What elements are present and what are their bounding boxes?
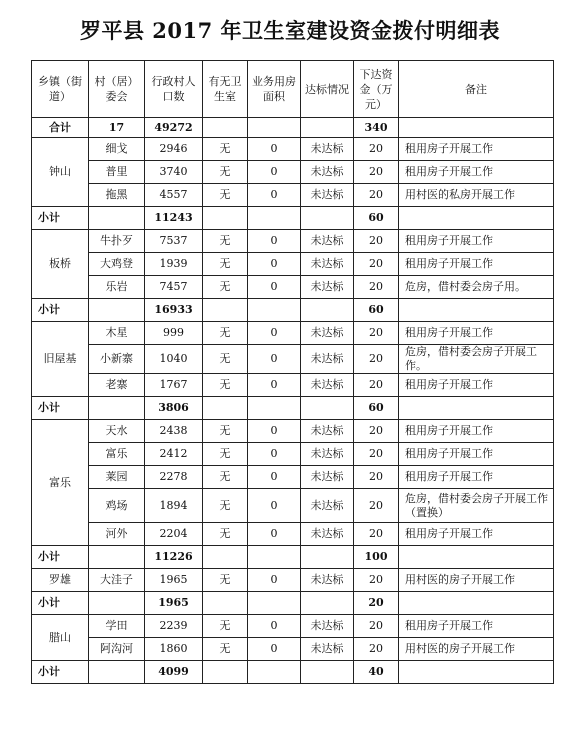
note-cell: 租用房子开展工作 (399, 466, 554, 489)
status-cell: 未达标 (301, 230, 354, 253)
subtotal-funds: 20 (354, 592, 399, 615)
status-cell: 未达标 (301, 345, 354, 374)
note-cell: 租用房子开展工作 (399, 420, 554, 443)
empty-cell (248, 397, 301, 420)
status-cell: 未达标 (301, 374, 354, 397)
empty-cell (399, 661, 554, 684)
empty-cell (203, 118, 248, 138)
subtotal-population: 4099 (145, 661, 203, 684)
town-cell: 板桥 (32, 230, 89, 299)
status-cell: 未达标 (301, 253, 354, 276)
note-cell: 用村医的房子开展工作 (399, 569, 554, 592)
population-cell: 1894 (145, 489, 203, 523)
header-cell: 业务用房面积 (248, 61, 301, 118)
population-cell: 2412 (145, 443, 203, 466)
area-cell: 0 (248, 138, 301, 161)
village-cell: 大洼子 (89, 569, 145, 592)
empty-cell (301, 546, 354, 569)
clinic-cell: 无 (203, 230, 248, 253)
area-cell: 0 (248, 420, 301, 443)
empty-cell (203, 546, 248, 569)
empty-cell (89, 592, 145, 615)
village-cell: 河外 (89, 523, 145, 546)
funds-cell: 20 (354, 345, 399, 374)
empty-cell (248, 118, 301, 138)
empty-cell (89, 207, 145, 230)
area-cell: 0 (248, 374, 301, 397)
subtotal-row (32, 207, 554, 230)
subtotal-label: 小计 (32, 592, 89, 615)
area-cell: 0 (248, 615, 301, 638)
table-row (32, 420, 554, 443)
subtotal-population: 3806 (145, 397, 203, 420)
clinic-cell: 无 (203, 466, 248, 489)
table-row (32, 443, 554, 466)
subtotal-row (32, 661, 554, 684)
empty-cell (248, 661, 301, 684)
empty-cell (203, 397, 248, 420)
table-row (32, 638, 554, 661)
funds-cell: 20 (354, 523, 399, 546)
funds-cell: 20 (354, 161, 399, 184)
empty-cell (399, 118, 554, 138)
area-cell: 0 (248, 523, 301, 546)
population-cell: 2204 (145, 523, 203, 546)
village-cell: 莱园 (89, 466, 145, 489)
population-cell: 2239 (145, 615, 203, 638)
village-cell: 鸡场 (89, 489, 145, 523)
village-cell: 小新寨 (89, 345, 145, 374)
table-row (32, 161, 554, 184)
status-cell: 未达标 (301, 322, 354, 345)
town-cell: 钟山 (32, 138, 89, 207)
village-cell: 牛扑歹 (89, 230, 145, 253)
table-row (32, 523, 554, 546)
village-cell: 富乐 (89, 443, 145, 466)
clinic-cell: 无 (203, 253, 248, 276)
subtotal-row (32, 592, 554, 615)
clinic-cell: 无 (203, 523, 248, 546)
clinic-cell: 无 (203, 374, 248, 397)
town-cell: 富乐 (32, 420, 89, 546)
area-cell: 0 (248, 230, 301, 253)
note-cell: 危房，借村委会房子开展工作。 (399, 345, 554, 374)
area-cell: 0 (248, 466, 301, 489)
note-cell: 租用房子开展工作 (399, 615, 554, 638)
empty-cell (301, 397, 354, 420)
table-row (32, 615, 554, 638)
clinic-cell: 无 (203, 569, 248, 592)
population-cell: 2278 (145, 466, 203, 489)
total-label: 合计 (32, 118, 89, 138)
table-row (32, 253, 554, 276)
status-cell: 未达标 (301, 466, 354, 489)
subtotal-funds: 60 (354, 299, 399, 322)
empty-cell (399, 299, 554, 322)
empty-cell (248, 592, 301, 615)
funds-cell: 20 (354, 638, 399, 661)
empty-cell (301, 118, 354, 138)
note-cell: 租用房子开展工作 (399, 443, 554, 466)
subtotal-label: 小计 (32, 661, 89, 684)
header-row (32, 61, 554, 118)
population-cell: 2438 (145, 420, 203, 443)
empty-cell (399, 546, 554, 569)
empty-cell (399, 207, 554, 230)
note-cell: 租用房子开展工作 (399, 253, 554, 276)
funds-cell: 20 (354, 466, 399, 489)
empty-cell (203, 299, 248, 322)
area-cell: 0 (248, 345, 301, 374)
note-cell: 租用房子开展工作 (399, 374, 554, 397)
empty-cell (399, 397, 554, 420)
subtotal-funds: 60 (354, 207, 399, 230)
header-cell: 乡镇（街道） (32, 61, 89, 118)
area-cell: 0 (248, 489, 301, 523)
table-row (32, 345, 554, 374)
total-villages: 17 (89, 118, 145, 138)
clinic-cell: 无 (203, 345, 248, 374)
population-cell: 1860 (145, 638, 203, 661)
population-cell: 1965 (145, 569, 203, 592)
note-cell: 租用房子开展工作 (399, 322, 554, 345)
village-cell: 大鸡登 (89, 253, 145, 276)
empty-cell (248, 207, 301, 230)
header-cell: 下达资金（万元） (354, 61, 399, 118)
clinic-cell: 无 (203, 322, 248, 345)
funds-cell: 20 (354, 374, 399, 397)
village-cell: 拖黑 (89, 184, 145, 207)
area-cell: 0 (248, 569, 301, 592)
empty-cell (203, 207, 248, 230)
funds-cell: 20 (354, 489, 399, 523)
status-cell: 未达标 (301, 443, 354, 466)
status-cell: 未达标 (301, 489, 354, 523)
empty-cell (203, 592, 248, 615)
population-cell: 1767 (145, 374, 203, 397)
village-cell: 天水 (89, 420, 145, 443)
village-cell: 老寨 (89, 374, 145, 397)
subtotal-label: 小计 (32, 397, 89, 420)
table-row (32, 230, 554, 253)
status-cell: 未达标 (301, 420, 354, 443)
area-cell: 0 (248, 322, 301, 345)
empty-cell (203, 661, 248, 684)
total-funds: 340 (354, 118, 399, 138)
empty-cell (301, 299, 354, 322)
note-cell: 租用房子开展工作 (399, 523, 554, 546)
table-row (32, 466, 554, 489)
funds-cell: 20 (354, 230, 399, 253)
table-row (32, 374, 554, 397)
area-cell: 0 (248, 184, 301, 207)
empty-cell (248, 546, 301, 569)
population-cell: 3740 (145, 161, 203, 184)
population-cell: 7537 (145, 230, 203, 253)
subtotal-funds: 60 (354, 397, 399, 420)
funds-cell: 20 (354, 253, 399, 276)
clinic-cell: 无 (203, 638, 248, 661)
table-row (32, 489, 554, 523)
clinic-cell: 无 (203, 420, 248, 443)
empty-cell (89, 546, 145, 569)
subtotal-population: 11226 (145, 546, 203, 569)
note-cell: 租用房子开展工作 (399, 230, 554, 253)
funds-cell: 20 (354, 184, 399, 207)
subtotal-funds: 40 (354, 661, 399, 684)
clinic-cell: 无 (203, 138, 248, 161)
town-cell: 腊山 (32, 615, 89, 661)
note-cell: 租用房子开展工作 (399, 161, 554, 184)
subtotal-population: 1965 (145, 592, 203, 615)
town-cell: 旧屋基 (32, 322, 89, 397)
status-cell: 未达标 (301, 276, 354, 299)
clinic-cell: 无 (203, 615, 248, 638)
note-cell: 租用房子开展工作 (399, 138, 554, 161)
village-cell: 普里 (89, 161, 145, 184)
population-cell: 999 (145, 322, 203, 345)
header-cell: 达标情况 (301, 61, 354, 118)
clinic-cell: 无 (203, 276, 248, 299)
area-cell: 0 (248, 276, 301, 299)
funds-cell: 20 (354, 138, 399, 161)
funds-cell: 20 (354, 420, 399, 443)
village-cell: 阿沟河 (89, 638, 145, 661)
subtotal-row (32, 299, 554, 322)
note-cell: 危房，借村委会房子开展工作（置换） (399, 489, 554, 523)
subtotal-funds: 100 (354, 546, 399, 569)
status-cell: 未达标 (301, 569, 354, 592)
subtotal-label: 小计 (32, 299, 89, 322)
header-cell: 有无卫生室 (203, 61, 248, 118)
status-cell: 未达标 (301, 638, 354, 661)
town-cell: 罗雄 (32, 569, 89, 592)
subtotal-row (32, 546, 554, 569)
table-row (32, 569, 554, 592)
empty-cell (248, 299, 301, 322)
table-body (32, 61, 554, 684)
total-row (32, 118, 554, 138)
empty-cell (301, 661, 354, 684)
subtotal-population: 16933 (145, 299, 203, 322)
population-cell: 7457 (145, 276, 203, 299)
area-cell: 0 (248, 253, 301, 276)
clinic-cell: 无 (203, 443, 248, 466)
status-cell: 未达标 (301, 523, 354, 546)
village-cell: 学田 (89, 615, 145, 638)
table-row (32, 138, 554, 161)
header-cell: 行政村人口数 (145, 61, 203, 118)
empty-cell (89, 299, 145, 322)
status-cell: 未达标 (301, 615, 354, 638)
total-population: 49272 (145, 118, 203, 138)
population-cell: 1939 (145, 253, 203, 276)
subtotal-label: 小计 (32, 546, 89, 569)
subtotal-population: 11243 (145, 207, 203, 230)
funds-cell: 20 (354, 322, 399, 345)
subtotal-label: 小计 (32, 207, 89, 230)
clinic-cell: 无 (203, 489, 248, 523)
population-cell: 1040 (145, 345, 203, 374)
area-cell: 0 (248, 161, 301, 184)
status-cell: 未达标 (301, 138, 354, 161)
funds-cell: 20 (354, 443, 399, 466)
header-cell: 备注 (399, 61, 554, 118)
village-cell: 木星 (89, 322, 145, 345)
page-title: 罗平县 2017 年卫生室建设资金拨付明细表 (79, 18, 501, 43)
allocation-table (31, 60, 554, 684)
note-cell: 用村医的房子开展工作 (399, 638, 554, 661)
area-cell: 0 (248, 443, 301, 466)
population-cell: 2946 (145, 138, 203, 161)
table-row (32, 322, 554, 345)
empty-cell (89, 661, 145, 684)
clinic-cell: 无 (203, 161, 248, 184)
village-cell: 乐岩 (89, 276, 145, 299)
empty-cell (301, 592, 354, 615)
status-cell: 未达标 (301, 184, 354, 207)
funds-cell: 20 (354, 276, 399, 299)
status-cell: 未达标 (301, 161, 354, 184)
empty-cell (89, 397, 145, 420)
note-cell: 用村医的私房开展工作 (399, 184, 554, 207)
table-row (32, 276, 554, 299)
funds-cell: 20 (354, 615, 399, 638)
empty-cell (301, 207, 354, 230)
table-row (32, 184, 554, 207)
population-cell: 4557 (145, 184, 203, 207)
header-cell: 村（居）委会 (89, 61, 145, 118)
village-cell: 细戈 (89, 138, 145, 161)
area-cell: 0 (248, 638, 301, 661)
subtotal-row (32, 397, 554, 420)
empty-cell (399, 592, 554, 615)
funds-cell: 20 (354, 569, 399, 592)
note-cell: 危房，借村委会房子用。 (399, 276, 554, 299)
clinic-cell: 无 (203, 184, 248, 207)
